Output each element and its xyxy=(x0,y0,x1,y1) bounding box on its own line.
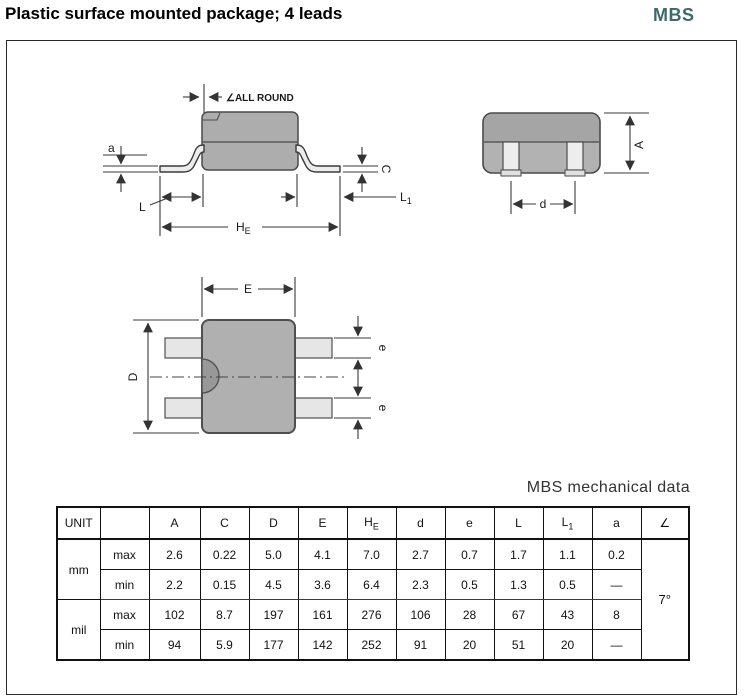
unit-cell-mm: mm xyxy=(57,539,100,600)
col-header-a: a xyxy=(592,507,641,539)
top-view-lead xyxy=(165,338,202,358)
value-cell: 2.7 xyxy=(396,539,445,570)
limit-cell: max xyxy=(100,539,149,570)
value-cell: 276 xyxy=(347,600,396,630)
col-header-d: d xyxy=(396,507,445,539)
value-cell: 8 xyxy=(592,600,641,630)
mechanical-data-table xyxy=(56,506,690,661)
side-view-right-lead xyxy=(296,145,340,172)
col-header-HE: $H_E$ xyxy=(347,507,396,539)
col-header-C: C xyxy=(200,507,249,539)
dim-label-HE: $H_E$ xyxy=(236,220,251,236)
value-cell: 2.3 xyxy=(396,570,445,600)
angle-value-cell: 7° xyxy=(641,539,689,660)
value-cell: 20 xyxy=(543,630,592,661)
value-cell: 1.3 xyxy=(494,570,543,600)
col-header-unit: UNIT xyxy=(57,507,100,539)
dim-label-C: C xyxy=(379,164,393,174)
col-header-angle: ∠ xyxy=(641,507,689,539)
value-cell: 0.5 xyxy=(445,570,494,600)
side-view-left-lead xyxy=(160,145,204,172)
col-header-e: e xyxy=(445,507,494,539)
end-view-left-lead xyxy=(503,142,519,170)
value-cell: 51 xyxy=(494,630,543,661)
col-header-A: A xyxy=(149,507,200,539)
value-cell: 7.0 xyxy=(347,539,396,570)
value-cell: 0.7 xyxy=(445,539,494,570)
value-cell: 5.9 xyxy=(200,630,249,661)
side-view-drawing xyxy=(95,70,435,250)
col-header-blank xyxy=(100,507,149,539)
value-cell: 20 xyxy=(445,630,494,661)
top-view-lead xyxy=(295,398,332,418)
value-cell: 43 xyxy=(543,600,592,630)
value-cell: — xyxy=(592,570,641,600)
value-cell: 161 xyxy=(298,600,347,630)
value-cell: 142 xyxy=(298,630,347,661)
dim-label-d: d xyxy=(539,197,547,211)
value-cell: 8.7 xyxy=(200,600,249,630)
end-view-drawing xyxy=(470,95,670,225)
dim-label-L1: $L_1$ xyxy=(400,190,412,206)
end-view-package-body xyxy=(483,113,600,176)
value-cell: 177 xyxy=(249,630,298,661)
table-heading: MBS mechanical data xyxy=(526,479,690,496)
col-header-D: D xyxy=(249,507,298,539)
dim-label-L: L xyxy=(139,200,146,214)
value-cell: 4.1 xyxy=(298,539,347,570)
dim-label-e-bottom: e xyxy=(376,404,390,412)
side-view-package-body xyxy=(160,112,340,172)
package-code: MBS xyxy=(653,5,695,25)
limit-cell: max xyxy=(100,600,149,630)
value-cell: 0.2 xyxy=(592,539,641,570)
value-cell: 252 xyxy=(347,630,396,661)
dim-label-E: E xyxy=(243,282,253,296)
value-cell: 2.6 xyxy=(149,539,200,570)
dim-label-D: D xyxy=(126,372,140,382)
value-cell: 1.1 xyxy=(543,539,592,570)
value-cell: 2.2 xyxy=(149,570,200,600)
dim-label-A: A xyxy=(632,140,646,150)
all-round-label: ∠ALL ROUND xyxy=(226,93,294,104)
value-cell: 3.6 xyxy=(298,570,347,600)
value-cell: 5.0 xyxy=(249,539,298,570)
top-view-package-body xyxy=(150,320,348,433)
value-cell: 102 xyxy=(149,600,200,630)
col-header-L: L xyxy=(494,507,543,539)
value-cell: 197 xyxy=(249,600,298,630)
value-cell: 0.15 xyxy=(200,570,249,600)
limit-cell: min xyxy=(100,570,149,600)
col-header-E: E xyxy=(298,507,347,539)
value-cell: 0.5 xyxy=(543,570,592,600)
col-header-L1: $L_1$ xyxy=(543,507,592,539)
top-view-drawing xyxy=(110,265,410,460)
dim-label-e-top: e xyxy=(376,344,390,352)
value-cell: 91 xyxy=(396,630,445,661)
value-cell: 6.4 xyxy=(347,570,396,600)
value-cell: 4.5 xyxy=(249,570,298,600)
value-cell: 28 xyxy=(445,600,494,630)
page-title: Plastic surface mounted package; 4 leads xyxy=(5,4,343,23)
value-cell: 67 xyxy=(494,600,543,630)
top-view-lead xyxy=(295,338,332,358)
top-view-lead xyxy=(165,398,202,418)
value-cell: 106 xyxy=(396,600,445,630)
end-view-right-lead xyxy=(567,142,583,170)
value-cell: 1.7 xyxy=(494,539,543,570)
value-cell: 0.22 xyxy=(200,539,249,570)
unit-cell-mil: mil xyxy=(57,600,100,661)
value-cell: — xyxy=(592,630,641,661)
value-cell: 94 xyxy=(149,630,200,661)
dim-label-a: a xyxy=(108,141,115,155)
limit-cell: min xyxy=(100,630,149,661)
